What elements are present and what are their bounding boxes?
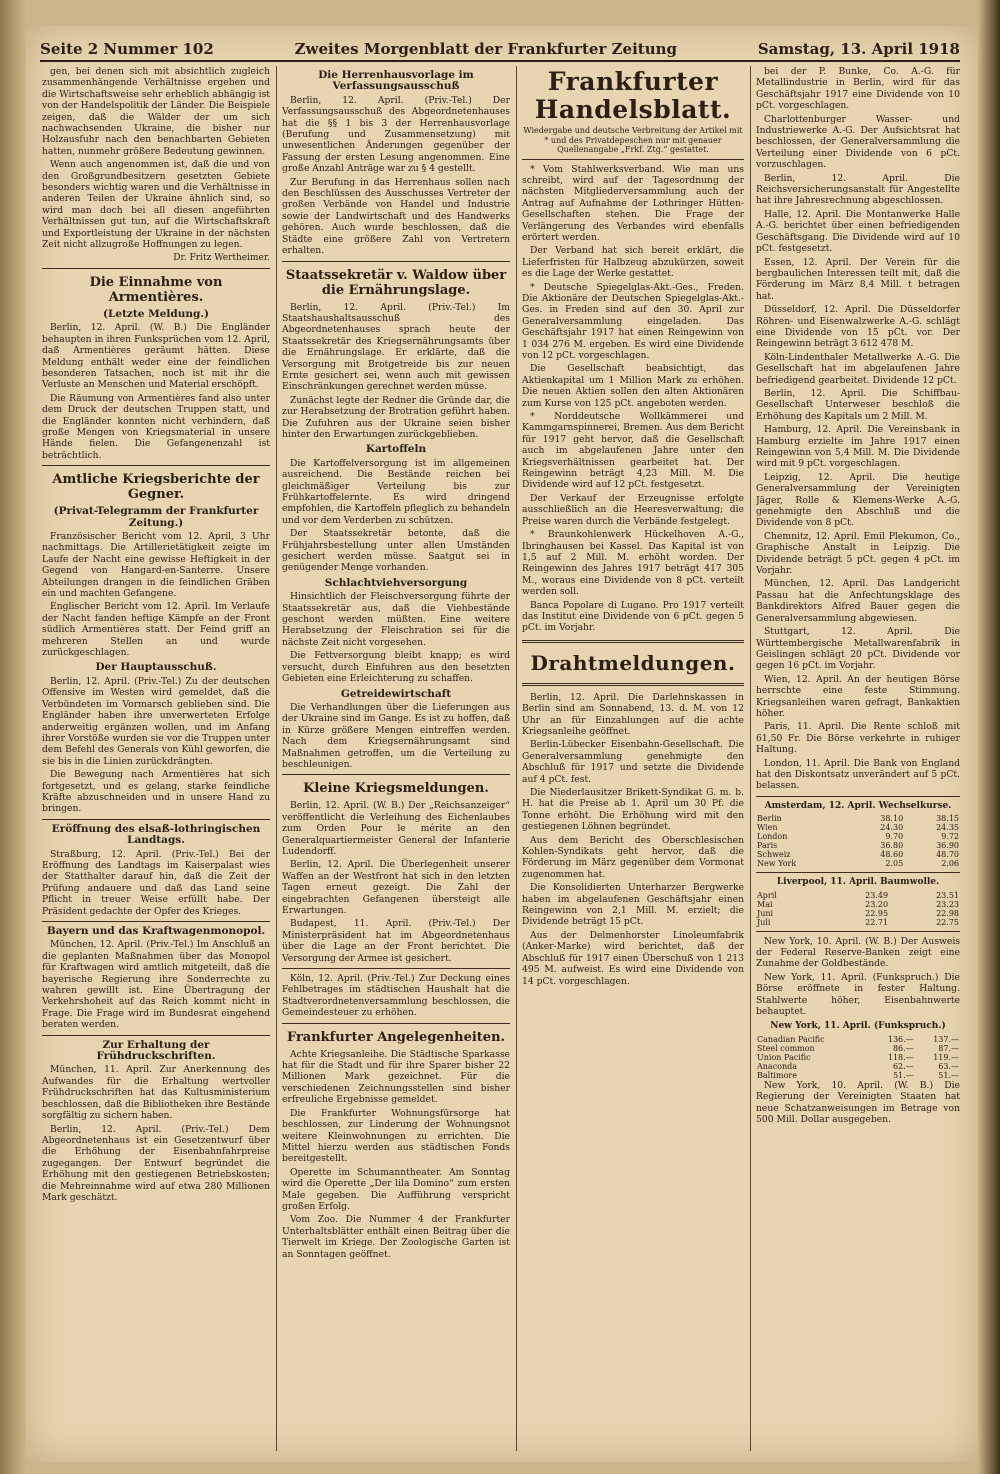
paragraph: Operette im Schumanntheater. Am Sonntag wird die Operette „Der lila Domino“ zum ersten Male gegeben. Die Aufführung verspricht großen Erfolg.	[282, 1166, 510, 1212]
table-row	[756, 814, 960, 823]
table-cell: 2.06	[941, 859, 959, 869]
paragraph: gen, bei denen sich mit absichtlich zugleich zusammenhängende Verhältnisse ergeben und die Wirtschaftsweise sehr erheblich abhängig ist von der Handelspolitik der Länder. Die Beispiele zeigen, daß die Wälder der um sich nachwachsenden Ukraine, die bisher nur Holzausfuhr nach den benachbarten Gebieten hatten, nunmehr größere Bedeutung gewinnen.	[42, 66, 270, 157]
table-row	[756, 841, 960, 850]
paragraph: Berlin, 12. April. (Priv.-Tel.) Zu der deutschen Offensive im Westen wird gemeldet, daß die Verbündeten im Vormarsch geblieben sind. Die Engländer haben ihre unverwerteten Erfolge anderweitig ergänzen wollen, und im Anfang ihrer Vorstöße wurden sie vor die Truppen unter dem Befehl des Generals von Kühl geworfen, die sie bis in die Linien zurückdrängten.	[42, 675, 270, 767]
divider	[522, 159, 744, 160]
paragraph: Köln-Lindenthaler Metallwerke A.-G. Die Gesellschaft hat im abgelaufenen Jahre befriedigend gearbeitet. Dividende 12 pCt.	[756, 351, 960, 386]
paragraph: Banca Popolare di Lugano. Pro 1917 verteilt das Institut eine Dividende von 6 pCt. gegen 5 pCt. im Vorjahr.	[522, 599, 744, 634]
paragraph: Berlin, 12. April. Die Schiffbau-Gesellschaft Unterweser beschloß die Erhöhung des Kapitals um 2 Mill. M.	[756, 387, 960, 422]
table-cell: Paris	[757, 841, 778, 851]
table-row	[756, 832, 960, 841]
paragraph: Leipzig, 12. April. Die heutige Generalversammlung der Vereinigten Jäger, Rolle & Klemens-Werke A.-G. genehmigte den Abschluß und die Dividende von 8 pCt.	[756, 471, 960, 529]
paragraph: Chemnitz, 12. April. Emil Plekumon, Co., Graphische Anstalt in Leipzig. Die Dividende beträgt 5 pCt. gegen 4 pCt. im Vorjahr.	[756, 530, 960, 577]
table-row	[756, 850, 960, 859]
table-cell: 48.60	[880, 850, 904, 860]
paragraph: Berlin, 12. April. Die Darlehnskassen in Berlin sind am Sonnabend, 13. d. M. von 12 Uhr an für Einzahlungen auf die achte Kriegsanleihe geöffnet.	[522, 691, 744, 737]
paragraph: Stuttgart, 12. April. Die Württembergische Metallwarenfabrik in Geislingen schlägt 20 pCt. Dividende vor gegen 16 pCt. im Vorjahr.	[756, 626, 960, 672]
header-edition: Zweites Morgenblatt der Frankfurter Zeitung	[294, 40, 678, 58]
table-cell: Baltimore	[757, 1070, 797, 1080]
table-cell: 87.—	[938, 1043, 959, 1053]
paragraph: New York, 10. April. (W. B.) Der Ausweis der Federal Reserve-Banken zeigt eine Zunahme der Goldbestände.	[756, 935, 960, 970]
paragraph: Aus der Delmenhorster Linoleumfabrik (Anker-Marke) wird berichtet, daß der Abschluß für 1917 einen Überschuß von 1 213 495 M. aufweist. Es wird eine Dividende von 14 pCt. vorgeschlagen.	[522, 929, 744, 987]
divider	[42, 819, 270, 820]
subheadline: (Letzte Meldung.)	[103, 307, 209, 320]
table-cell: London	[757, 832, 788, 842]
column-2	[282, 66, 510, 1456]
table-cell: 36.80	[880, 841, 904, 851]
divider	[42, 1035, 270, 1036]
table-cell: Canadian Pacific	[757, 1034, 825, 1044]
divider	[42, 268, 270, 269]
table-cell: 23.51	[936, 890, 959, 900]
table-cell: Wien	[757, 823, 778, 833]
paragraph: Berlin-Lübecker Eisenbahn-Gesellschaft. Die Generalversammlung genehmigte den Abschluß für 1917 und setzte die Dividende auf 4 pCt. fest.	[522, 739, 744, 785]
table-cell: 36.90	[936, 841, 959, 851]
table-cell: Union Pacific	[757, 1052, 811, 1062]
headline: Frankfurter Angelegenheiten.	[286, 1029, 506, 1045]
page-header	[40, 38, 960, 62]
table-cell: 23.20	[865, 899, 889, 909]
paragraph: Zunächst legte der Redner die Gründe dar, die zur Herabsetzung der Brotration geführt haben. Die Zufuhren aus der Ukraine seien bisher hinter den Erwartungen zurückgeblieben.	[282, 394, 510, 440]
author-signature: Dr. Fritz Wertheimer.	[173, 252, 270, 263]
divider	[282, 968, 510, 969]
paragraph: Zur Berufung in das Herrenhaus sollen nach den Beschlüssen des Ausschusses Vertreter der großen Verbände von Handel und Industrie sowie der Landwirtschaft und des Handwerks gehören. Auch wurde beschlossen, daß die Städte eine größere Zahl von Vertretern erhalten.	[282, 176, 510, 257]
table-cell: Steel common	[757, 1043, 815, 1053]
paragraph: Berlin, 12. April. (W. B.) Die Engländer behaupten in ihren Funksprüchen vom 12. April, daß Armentières geräumt hätten. Diese Meldung enthält weder eine der feindlichen besonderen Tatsachen, noch ist mit ihr die Verluste an Menschen und Material erschöpft.	[42, 322, 270, 391]
column-1	[42, 66, 270, 1456]
paragraph: Berlin, 12. April. (W. B.) Der „Reichsanzeiger“ veröffentlicht die Verleihung des Eichenlaubes zum Orden Pour le mérite an den Generalquartiermeister General der Infanterie Ludendorff.	[282, 800, 510, 857]
paragraph: Budapest, 11. April. (Priv.-Tel.) Der Ministerpräsident hat im Abgeordnetenhaus über die Lage an der Front berichtet. Die Versorgung der Armee ist gesichert.	[282, 918, 510, 964]
paragraph: London, 11. April. Die Bank von England hat den Diskontsatz unverändert auf 5 pCt. belassen.	[756, 757, 960, 792]
paragraph: Die Konsolidierten Unterharzer Bergwerke haben im abgelaufenen Geschäftsjahr einen Reingewinn von 2,1 Mill. M. erzielt; die Dividende beträgt 15 pCt.	[522, 882, 744, 928]
paragraph: Hamburg, 12. April. Die Vereinsbank in Hamburg erzielte im Jahre 1917 einen Reingewinn von 5,4 Mill. M. Die Dividende wird mit 9 pCt. vorgeschlagen.	[756, 424, 960, 470]
paragraph: * Norddeutsche Wollkämmerei und Kammgarnspinnerei, Bremen. Aus dem Bericht für 1917 geht hervor, daß die Gesellschaft auch im abgelaufenen Jahre unter den Kriegsverhältnissen gearbeitet hat. Der Reingewinn beträgt 4,23 Mill. M. Die Dividende wird auf 12 pCt. festgesetzt.	[522, 411, 744, 491]
table-cell: 2.05	[885, 859, 904, 869]
section-masthead: Frankfurter Handelsblatt.	[534, 67, 732, 124]
table-row	[756, 1044, 960, 1053]
paragraph: Wenn auch angenommen ist, daß die und von den Großgrundbesitzern gesetzten Gebiete besonders wichtig waren und die Verhältnisse in anderen Teilen der Ukraine ähnlich sind, so wird man doch bei all diesen angeführten Verhältnissen gut tun, auf die Wirtschaftskraft und Exportleistung der Ukraine in der nächsten Zeit nicht allzugroße Hoffnungen zu legen.	[42, 159, 270, 251]
paragraph: Die Verhandlungen über die Lieferungen aus der Ukraine sind im Gange. Es ist zu hoffen, daß in Kürze größere Mengen eintreffen werden. Nach dem Kriegsernährungsamt sind Maßnahmen getroffen, um die Verteilung zu beschleunigen.	[282, 701, 510, 770]
table-cell: 51.—	[892, 1070, 914, 1080]
paragraph: Die Fettversorgung bleibt knapp; es wird versucht, durch Einfuhren aus den besetzten Gebieten eine Erleichterung zu schaffen.	[282, 650, 510, 685]
cotton-table	[756, 891, 960, 927]
headline: Die Einnahme von Armentières.	[89, 274, 223, 305]
column-rule	[750, 66, 751, 1451]
table-cell: April	[757, 890, 777, 900]
article-ukraine	[42, 66, 270, 264]
header-page-number: Seite 2 Nummer 102	[40, 40, 214, 58]
table-cell: Juli	[757, 917, 771, 927]
section-heading: Kartoffeln	[365, 443, 427, 456]
divider	[522, 640, 744, 643]
paragraph: New York, 10. April. (W. B.) Die Regierung der Vereinigten Staaten hat neue Schatzanweisungen im Betrage von 500 Mill. Dollar ausgegeben.	[756, 1079, 960, 1126]
table-cell: 22.75	[936, 917, 959, 927]
table-cell: New York	[757, 859, 797, 869]
table-cell: 137.—	[933, 1034, 959, 1044]
table-cell: Berlin	[757, 814, 782, 824]
divider	[756, 796, 960, 797]
paragraph: bei der P. Bunke, Co. A.-G. für Metallindustrie in Berlin, wird für das Geschäftsjahr 1917 eine Dividende von 10 pCt. vorgeschlagen.	[756, 66, 960, 112]
divider	[756, 931, 960, 932]
table-cell: Mai	[757, 899, 773, 909]
section-heading: Drahtmeldungen.	[530, 650, 736, 675]
section-heading: Schlachtviehversorgung	[324, 576, 468, 589]
paragraph: Die Niederlausitzer Brikett-Syndikat G. m. b. H. hat die Preise ab 1. April um 30 Pf. die Tonne erhöht. Die Erhöhung wird mit den gestiegenen Löhnen begründet.	[522, 787, 744, 833]
table-title: New York, 11. April. (Funkspruch.)	[770, 1021, 946, 1032]
table-row	[756, 891, 960, 900]
divider	[42, 921, 270, 922]
paragraph: Die Räumung von Armentières fand also unter dem Druck der deutschen Truppen statt, und die Engländer konnten nicht verhindern, daß große Mengen von Kriegsmaterial in unsere Hände fielen. Die Gefangenenzahl ist beträchtlich.	[42, 392, 270, 461]
table-cell: 9.70	[885, 832, 904, 842]
paragraph: Die Frankfurter Wohnungsfürsorge hat beschlossen, zur Linderung der Wohnungsnot weitere Kleinwohnungen zu errichten. Die Mittel hierzu werden aus städtischen Fonds bereitgestellt.	[282, 1107, 510, 1165]
subheadline: (Privat-Telegramm der Frankfurter Zeitung.)	[53, 505, 259, 529]
column-4	[756, 66, 960, 1456]
table-row	[756, 1071, 960, 1080]
table-cell: 9.72	[941, 832, 959, 842]
table-cell: 119.—	[933, 1052, 959, 1062]
paragraph: Die Kartoffelversorgung ist im allgemeinen ausreichend. Die Bestände reichen bei gleichmäßiger Verteilung bis zur Frühkartoffelernte. Es wird dringend empfohlen, die Kartoffeln pfleglich zu behandeln und vor dem Verderben zu schützen.	[282, 457, 510, 526]
paragraph: Berlin, 12. April. (Priv.-Tel.) Der Verfassungsausschuß des Abgeordnetenhauses hat die §§ 1 bis 3 der Herrenhausvorlage (Berufung und Zusammensetzung) mit unwesentlichen Änderungen gegenüber der Fassung der ersten Lesung angenommen. Eine große Anzahl Anträge war zu § 4 gestellt.	[282, 94, 510, 175]
table-cell: 23.49	[865, 890, 889, 900]
paragraph: Charlottenburger Wasser- und Industriewerke A.-G. Der Aufsichtsrat hat beschlossen, der Generalversammlung die Verteilung einer Dividende von 6 pCt. vorzuschlagen.	[756, 113, 960, 171]
table-title: Amsterdam, 12. April. Wechselkurse.	[764, 800, 952, 811]
table-cell: Schweiz	[757, 850, 791, 860]
divider	[42, 465, 270, 466]
stock-table	[756, 1035, 960, 1080]
paragraph: Die Gesellschaft beabsichtigt, das Aktienkapital um 1 Million Mark zu erhöhen. Die neuen Aktien sollen den alten Aktionären zum Kurse von 125 pCt. angeboten werden.	[522, 363, 744, 409]
book-spine	[0, 0, 26, 1474]
paragraph: Essen, 12. April. Der Verein für die bergbaulichen Interessen teilt mit, daß die Förderung im März 8,4 Mill. t betragen hat.	[756, 256, 960, 302]
column-rule	[516, 66, 517, 1451]
paragraph: * Braunkohlenwerk Hückelhoven A.-G., Ibringhausen bei Kassel. Das Kapital ist von 1,5 auf 2 Mill. M. erhöht worden. Der Reingewinn des Jahres 1917 beträgt 417 305 M., woraus eine Dividende von 8 pCt. verteilt werden soll.	[522, 529, 744, 598]
exchange-table	[756, 814, 960, 868]
paragraph: New York, 11. April. (Funkspruch.) Die Börse eröffnete in fester Haltung. Stahlwerte höher, Eisenbahnwerte behauptet.	[756, 971, 960, 1018]
table-row	[756, 823, 960, 832]
paragraph: Der Verband hat sich bereit erklärt, die Lieferfristen für Halbzeug abzukürzen, soweit es die Lage der Werke gestattet.	[522, 245, 744, 280]
table-cell: 136.—	[887, 1034, 914, 1044]
table-cell: 86.—	[892, 1043, 914, 1053]
paragraph: München, 12. April. (Priv.-Tel.) Im Anschluß an die geplanten Maßnahmen über das Monopol für Kraftwagen wird amtlich mitgeteilt, daß die bayerische Regierung ihre Sonderrechte zu wahren gewillt ist. Eine Übertragung der Verkehrshoheit auf das Reich kommt nicht in Frage. Die Frage wird im Bundesrat eingehend beraten werden.	[42, 939, 270, 1031]
paragraph: Der Staatssekretär betonte, daß die Frühjahrsbestellung unter allen Umständen gesichert werden müsse. Saatgut sei in genügender Menge vorhanden.	[282, 528, 510, 574]
table-title: Liverpool, 11. April. Baumwolle.	[776, 877, 940, 888]
table-row	[756, 900, 960, 909]
headline: Amtliche Kriegsberichte der Gegner.	[52, 472, 260, 503]
section-heading: Zur Erhaltung der Frühdruckschriften.	[96, 1038, 216, 1063]
table-cell: 22.98	[936, 908, 959, 918]
paragraph: Hinsichtlich der Fleischversorgung führte der Staatssekretär aus, daß die Viehbestände geschont werden müßten. Eine weitere Herabsetzung der Fleischration sei für die nächste Zeit nicht vorgesehen.	[282, 591, 510, 648]
table-cell: 118.—	[887, 1052, 914, 1062]
paragraph: Wien, 12. April. An der heutigen Börse herrschte eine feste Stimmung. Kriegsanleihen waren gefragt, Bankaktien höher.	[756, 673, 960, 719]
table-cell: 63.—	[938, 1061, 959, 1071]
paragraph: Straßburg, 12. April. (Priv.-Tel.) Bei der Eröffnung des Landtags im Kaiserpalast wies der Statthalter darauf hin, daß die Zeit der Prüfung andauere und daß das Land seine Pflicht in treuer Weise erfüllt habe. Der Präsident gedachte der Opfer des Krieges.	[42, 848, 270, 917]
table-cell: 51.—	[938, 1070, 959, 1080]
table-cell: 23.23	[936, 899, 959, 909]
table-cell: 62.—	[892, 1061, 914, 1071]
paragraph: Französischer Bericht vom 12. April, 3 Uhr nachmittags. Die Artillerietätigkeit zeigte im Laufe der Nacht eine gewisse Heftigkeit in der Gegend von Hangard-en-Santerre. Unsere Abteilungen drangen in die feindlichen Gräben ein und machten Gefangene.	[42, 531, 270, 600]
paragraph: München, 12. April. Das Landgericht Passau hat die Anfechtungsklage des Bankdirektors Alfred Bauer gegen die Generalversammlung abgewiesen.	[756, 578, 960, 624]
header-date: Samstag, 13. April 1918	[757, 40, 960, 58]
section-heading: Der Hauptausschuß.	[95, 661, 217, 674]
page-edge	[978, 0, 1000, 1474]
paragraph: * Deutsche Spiegelglas-Akt.-Ges., Freden. Die Aktionäre der Deutschen Spiegelglas-Akt.-Ges. in Freden sind auf den 30. April zur Generalversammlung eingeladen. Das Geschäftsjahr 1917 hat einen Reingewinn von 1 034 276 M. ergeben. Es wird eine Dividende von 12 pCt. vorgeschlagen.	[522, 281, 744, 361]
paragraph: München, 11. April. Zur Anerkennung des Aufwandes für die Erhaltung wertvoller Frühdruckschriften hat das Kultusministerium beschlossen, daß die Bibliotheken ihre Bestände sorgfältig zu sichern haben.	[42, 1064, 270, 1122]
headline: Die Herrenhausvorlage im Verfassungsausschuß	[318, 69, 474, 93]
table-row	[756, 909, 960, 918]
table-cell: Anaconda	[757, 1061, 798, 1071]
section-heading: Bayern und das Kraftwagenmonopol.	[46, 925, 266, 937]
paragraph: * Vom Stahlwerksverband. Wie man uns schreibt, wird auf der Tagesordnung der nächsten Mitgliederversammlung auch der Antrag auf Aufnahme der Lothringer Hütten-Gesellschaften stehen. Die Frage der Verlängerung des Verbandes wird ebenfalls erörtert werden.	[522, 163, 744, 243]
table-cell: 22.95	[865, 908, 889, 918]
paragraph: Der Verkauf der Erzeugnisse erfolgte ausschließlich an die Heeresverwaltung; die Preise waren durch die Verbände festgelegt.	[522, 492, 744, 527]
table-cell: 48.70	[936, 850, 959, 860]
table-cell: 38.10	[880, 814, 904, 824]
paragraph: Berlin, 12. April. Die Reichsversicherungsanstalt für Angestellte hat ihre Jahresrechnung abgeschlossen.	[756, 172, 960, 207]
divider	[756, 872, 960, 873]
paragraph: Achte Kriegsanleihe. Die Städtische Sparkasse hat für die Stadt und für ihre Sparer bisher 22 Millionen Mark gezeichnet. Für die verschiedenen Zeichnungsstellen sind bisher erfreuliche Ergebnisse gemeldet.	[282, 1048, 510, 1106]
paragraph: Paris, 11. April. Die Rente schloß mit 61,50 Fr. Die Börse verkehrte in ruhiger Haltung.	[756, 721, 960, 756]
divider	[282, 261, 510, 262]
headline: Staatssekretär v. Waldow über die Ernährungslage.	[285, 267, 507, 298]
table-row	[756, 859, 960, 868]
table-cell: 22.71	[865, 917, 889, 927]
paragraph: Aus dem Bericht des Oberschlesischen Kohlen-Syndikats geht hervor, daß die Förderung im März gegenüber dem Vormonat zugenommen hat.	[522, 834, 744, 880]
table-cell: 24.30	[880, 823, 904, 833]
paragraph: Berlin, 12. April. (Priv.-Tel.) Im Staatshaushaltsausschuß des Abgeordnetenhauses sprach heute der Staatssekretär des Kriegsernährungsamts über die Ernährungslage. Er erklärte, daß die Versorgung mit Brotgetreide bis zur neuen Ernte gesichert sei, wenn auch mit gewissen Einschränkungen gerechnet werden müsse.	[282, 301, 510, 393]
paragraph: Englischer Bericht vom 12. April. Im Verlaufe der Nacht fanden heftige Kämpfe an der Front südlich Armentières statt. Der Feind griff an mehreren Stellen an und wurde zurückgeschlagen.	[42, 601, 270, 659]
table-row	[756, 1062, 960, 1071]
paragraph: Köln, 12. April. (Priv.-Tel.) Zur Deckung eines Fehlbetrages im städtischen Haushalt hat die Stadtverordnetenversammlung beschlossen, die Gemeindesteuer zu erhöhen.	[282, 973, 510, 1019]
table-cell: Juni	[757, 908, 774, 918]
table-cell: 38.15	[936, 814, 959, 824]
paragraph: Die Bewegung nach Armentières hat sich fortgesetzt, und es gelang, starke feindliche Kräfte abzuschneiden und in unsere Hand zu bringen.	[42, 769, 270, 815]
section-heading: Eröffnung des elsaß-lothringischen Landtags.	[51, 822, 261, 847]
paragraph: Berlin, 12. April. Die Überlegenheit unserer Waffen an der Westfront hat sich in den letzten Tagen erneut gezeigt. Die Zahl der eingebrachten Gefangenen übersteigt alle Erwartungen.	[282, 859, 510, 916]
column-rule	[276, 66, 277, 1451]
section-heading: Getreidewirtschaft	[340, 687, 452, 700]
divider	[282, 1023, 510, 1024]
table-row	[756, 918, 960, 927]
headline: Kleine Kriegsmeldungen.	[303, 781, 489, 797]
divider	[282, 774, 510, 775]
divider	[522, 683, 744, 686]
paragraph: Halle, 12. April. Die Montanwerke Halle A.-G. berichtet über einen befriedigenden Geschäftsgang. Die Dividende wird auf 10 pCt. festgesetzt.	[756, 208, 960, 255]
table-row	[756, 1053, 960, 1062]
table-row	[756, 1035, 960, 1044]
paragraph: Vom Zoo. Die Nummer 4 der Frankfurter Unterhaltsblätter enthält einen Beitrag über die Tierwelt im Kriege. Der Zoologische Garten ist an Sonntagen geöffnet.	[282, 1214, 510, 1260]
reprint-note: Wiedergabe und deutsche Verbreitung der Artikel mit * und des Privatdepeschen nur mit genauer Quellenangabe „Frkf. Ztg.“ gestattet.	[523, 126, 743, 154]
column-3	[522, 66, 744, 1456]
paragraph: Düsseldorf, 12. April. Die Düsseldorfer Röhren- und Eisenwalzwerke A.-G. schlägt eine Dividende von 15 pCt. vor. Der Reingewinn beträgt 3 612 478 M.	[756, 304, 960, 350]
paragraph: Berlin, 12. April. (Priv.-Tel.) Dem Abgeordnetenhaus ist ein Gesetzentwurf über die Erhöhung der Eisenbahnfahrpreise zugegangen. Der Entwurf begründet die Erhöhung mit den gestiegenen Betriebskosten; die Mehreinnahme wird auf etwa 280 Millionen Mark geschätzt.	[42, 1123, 270, 1203]
table-cell: 24.35	[936, 823, 959, 833]
